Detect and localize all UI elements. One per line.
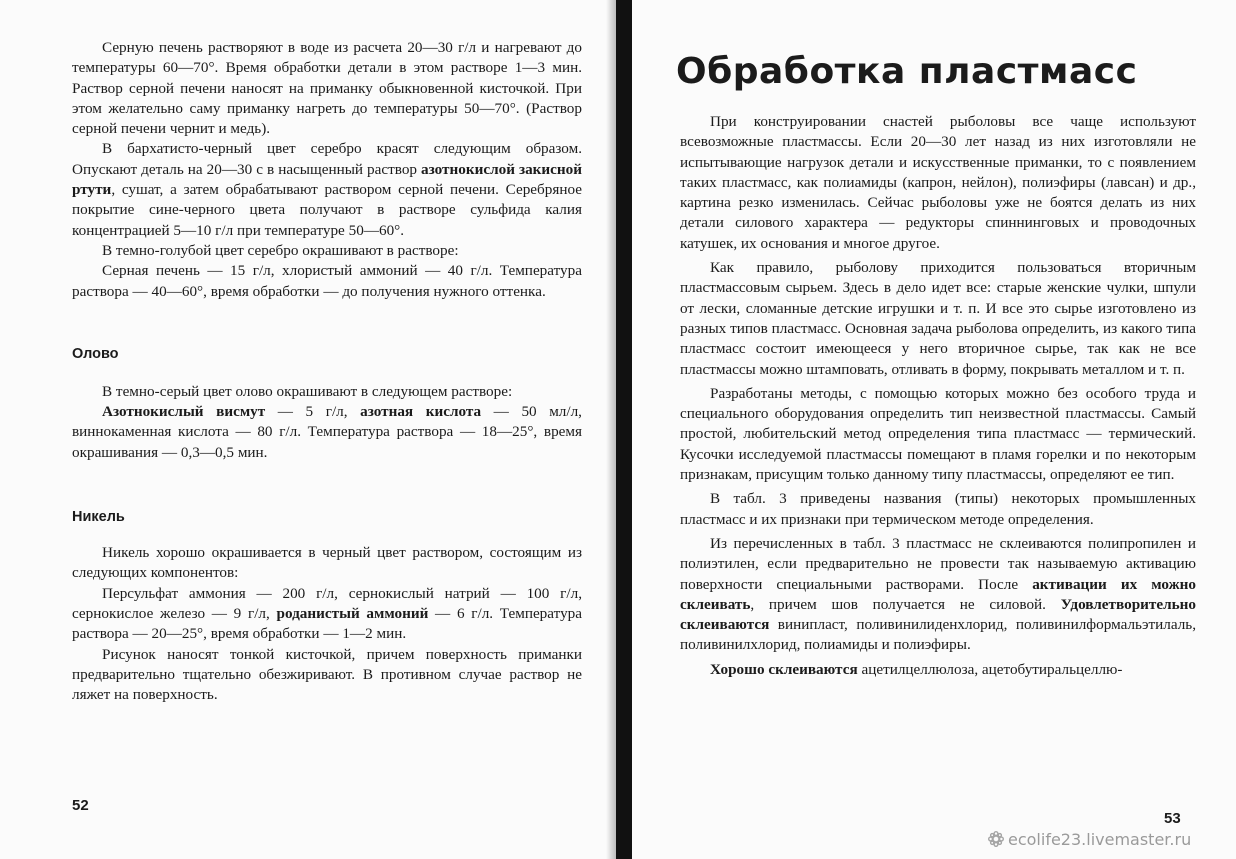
bold-term: Хорошо склеиваются — [710, 660, 858, 678]
page-number-right: 53 — [1164, 810, 1181, 827]
section-heading-nickel: Никель — [72, 509, 125, 526]
left-page — [0, 0, 612, 859]
gutter-shadow — [606, 0, 616, 859]
text-run: В бархатисто-черный цвет серебро красят следующим образом. Опускают деталь на 20—30 с в насыщенный раствор — [72, 140, 582, 178]
chapter-title: Обработка пластмасс — [676, 51, 1138, 92]
paragraph — [72, 584, 582, 645]
text-run: винипласт, поливинилиденхлорид, поливинилформальэтилаль, поливинилхлорид, полиамиды и полиэфиры. — [680, 616, 1196, 654]
right-page — [636, 0, 1236, 859]
text-run: , сушат, а затем обрабатывают раствором серной печени. Серебряное покрытие сине-черного цвета получают в растворе сульфида калия концентрацией 5—10 г/л при температуре 50—60°. — [72, 181, 582, 239]
paragraph — [680, 660, 1196, 680]
paragraph: Рисунок наносят тонкой кисточкой, причем поверхность приманки предварительно тщательно обезжиривают. В противном случае раствор не ляжет на поверхность. — [72, 645, 582, 704]
text-run: , причем шов получается не силовой. — [750, 595, 1061, 613]
book-gutter — [616, 0, 632, 859]
paragraph: В темно-серый цвет олово окрашивают в следующем растворе: — [102, 382, 513, 400]
paragraph: При конструировании снастей рыболовы все чаще используют всевозможные пластмассы. Если 20—30 лет назад из них изготовляли не испытывающие нагрузок детали и искусственные приманки, то с появлением таких пластмасс, как полиамиды (капрон, нейлон), полиэфиры (лавсан) и др., картина резко изменилась. Сейчас рыболовы уже не боятся делать из них детали силового характера — редукторы спиннинговых и проводочных катушек, их основания и многое другое. — [680, 113, 1196, 252]
paragraph: Никель хорошо окрашивается в черный цвет раствором, состоящим из следующих компонентов: — [72, 544, 582, 582]
text-run: ацетилцеллюлоза, ацетобутиральцеллю- — [857, 660, 1123, 678]
paragraph — [72, 139, 582, 240]
paragraph: Разработаны методы, с помощью которых можно без особого труда и специального оборудования определить тип неизвестной пластмассы. Самый простой, любительский метод определения типа пластмасс — термический. Кусочки исследуемой пластмассы помещают в пламя горелки и по некоторым признакам, присущим только данному типу пластмассы, определяют ее тип. — [680, 384, 1196, 484]
bold-term: азотная кислота — [360, 403, 482, 421]
page-number-left: 52 — [72, 797, 89, 814]
bold-term: Удовлетворительно склеиваются — [680, 595, 1196, 634]
text-run: Из перечисленных в табл. 3 пластмасс не склеиваются полипропилен и полиэтилен, если предварительно не провести так называемую активацию поверхности специальными растворами. После — [680, 534, 1196, 593]
paragraph: Серную печень растворяют в воде из расчета 20—30 г/л и нагревают до температуры 60—70°. Время обработки детали в этом растворе 1—3 мин. Раствор серной печени наносят на приманку обыкновенной кисточкой. При этом желательно саму приманку нагреть до температуры 50—70°. (Раствор серной печени чернит и медь). — [72, 39, 582, 138]
text-run: — 6 г/л. Температура раствора — 20—25°, время обработки — 1—2 мин. — [72, 604, 582, 643]
paragraph: В табл. 3 приведены названия (типы) некоторых промышленных пластмасс и их признаки при термическом методе определения. — [680, 490, 1196, 528]
text-run: — 50 мл/л, виннокаменная кислота — 80 г/л. Температура раствора — 18—25°, время окрашивания — 0,3—0,5 мин. — [72, 403, 582, 461]
watermark — [988, 830, 1191, 849]
bold-term: азотнокислой закисной ртути — [72, 160, 583, 199]
text-run: Персульфат аммония — 200 г/л, сернокислый натрий — 100 г/л, сернокислое железо — 9 г/л, — [72, 584, 582, 622]
paragraph — [680, 534, 1196, 656]
paragraph: Серная печень — 15 г/л, хлористый аммоний — 40 г/л. Температура раствора — 40—60°, время обработки — до получения нужного оттенка. — [72, 262, 582, 300]
section-heading-tin: Олово — [72, 345, 119, 362]
bold-term: активации их можно склеивать — [680, 575, 1196, 613]
bold-term: роданистый аммоний — [276, 604, 429, 622]
paragraph: Как правило, рыболову приходится пользоваться вторичным пластмассовым сырьем. Здесь в дело идет все: старые женские чулки, шпули от лески, сломанные детские игрушки и т. п. И все это сырье изготовлено из разных типов пластмасс. Основная задача рыболова определить, из какого типа пластмасс состоит имеющееся у него вторичное сырье, так как не все пластмассы можно штамповать, отливать в форму, покрывать металлом и т. п. — [680, 259, 1196, 378]
paragraph — [72, 402, 582, 463]
text-run: — 5 г/л, — [265, 403, 361, 421]
bold-term: Азотнокислый висмут — [102, 403, 266, 421]
watermark-text: ecolife23.livemaster.ru — [1008, 830, 1192, 849]
paragraph: В темно-голубой цвет серебро окрашивают в растворе: — [102, 241, 459, 259]
gear-flower-icon — [988, 831, 1004, 847]
